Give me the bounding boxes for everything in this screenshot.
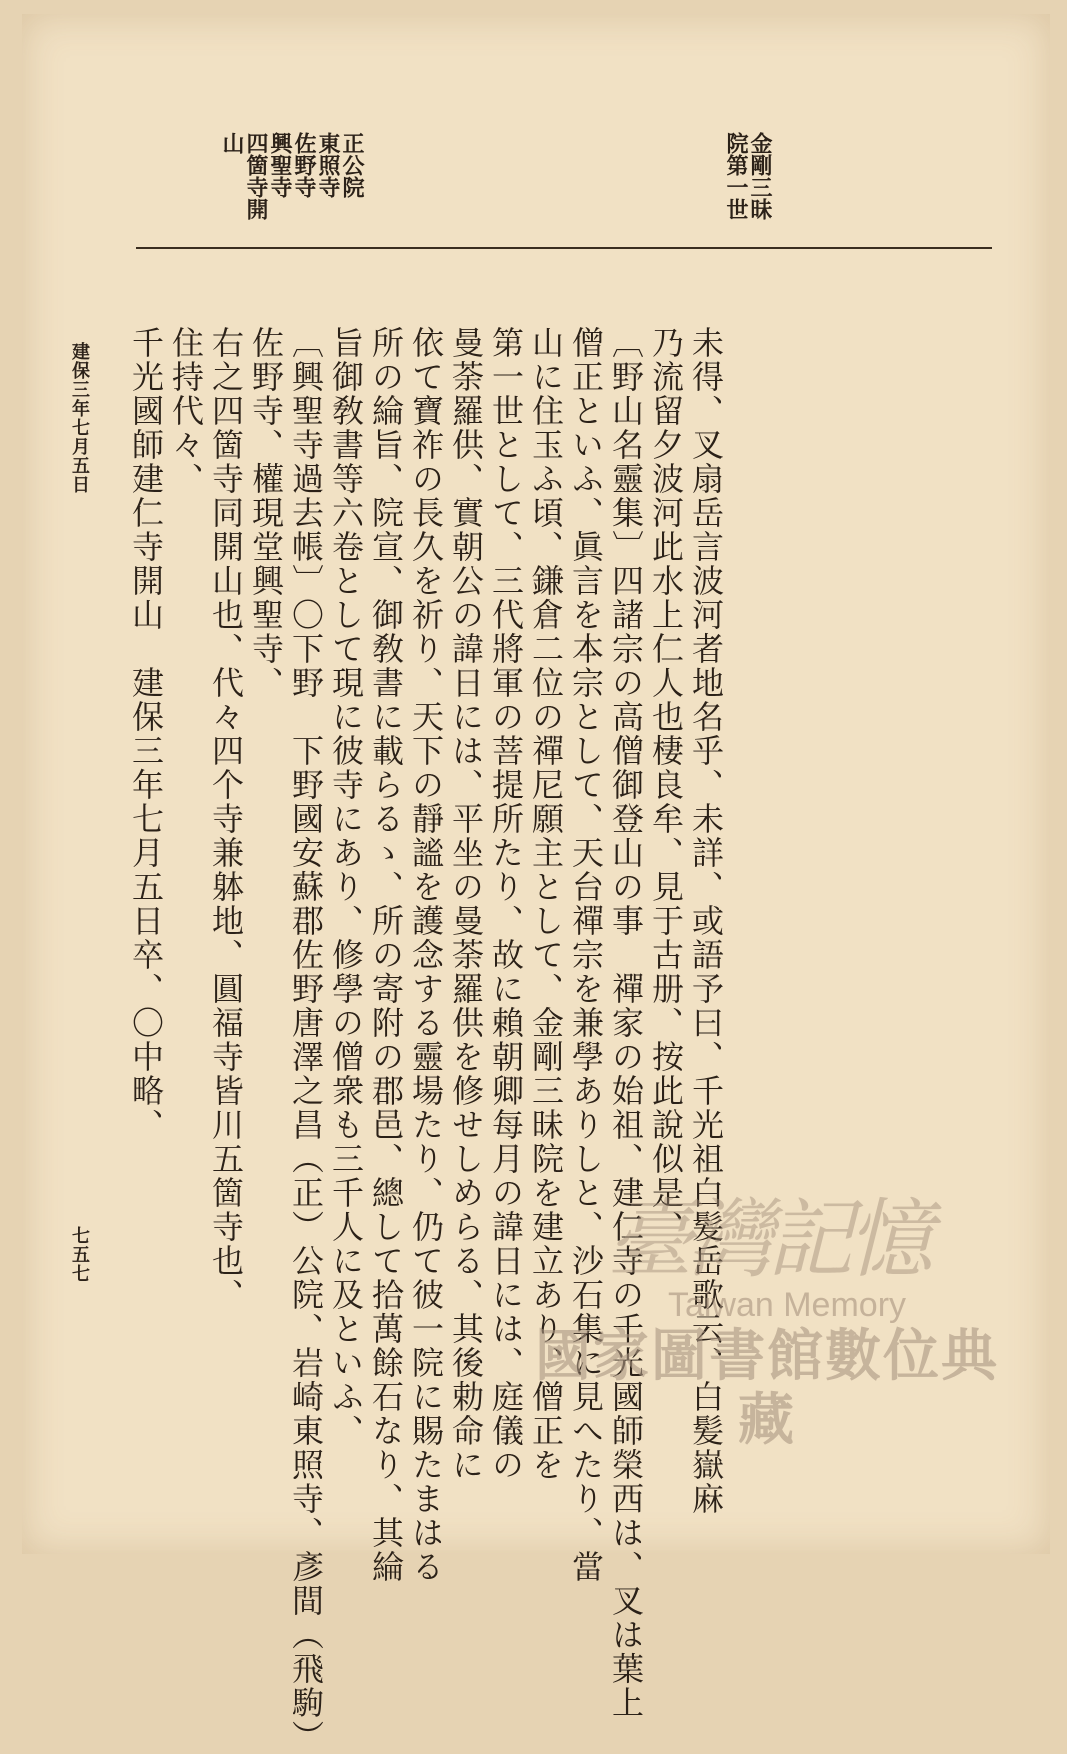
document-page [22, 14, 1050, 1754]
headnote-shoko [220, 132, 364, 220]
headnote-line: 興聖寺 [267, 132, 293, 198]
header-rule [136, 247, 992, 249]
headnote-line: 正公院 [339, 132, 365, 198]
headnote-line: 金剛三昧 [747, 132, 773, 220]
text-column: 未得、叉扇岳言波河者地名乎、未詳、或語予曰、千光祖白髪岳歌云、白髪嶽麻 [687, 326, 725, 1516]
text-column: 〔興聖寺過去帳〕〇下野 下野國安蘇郡佐野唐澤之昌（正）公院、岩崎東照寺、彥間（飛駒） [287, 326, 325, 1754]
text-column: 〔野山名靈集〕四諸宗の高僧御登山の事 禪家の始祖、建仁寺の千光國師榮西は、叉は葉上 [607, 326, 645, 1720]
headnote-line: 院第一世 [723, 132, 749, 220]
watermark-script: 臺灣記憶 [607, 1190, 927, 1290]
text-column: 依て寶祚の長久を祈り、天下の靜謐を護念する靈場たり、仍て彼一院に賜たまはる [407, 326, 445, 1584]
text-column: 佐野寺、權現堂興聖寺、 [247, 326, 285, 700]
headnote-kongo [724, 132, 772, 220]
text-column: 所の綸旨、院宣、御敎書に載らるゝ、所の寄附の郡邑、總して拾萬餘石なり、其綸 [367, 326, 405, 1584]
text-column: 第一世として、三代將軍の菩提所たり、故に賴朝卿每月の諱日には、庭儀の [487, 326, 525, 1482]
text-column: 僧正といふ、眞言を本宗として、天台禪宗を兼學ありしと、沙石集に見へたり、當 [567, 326, 605, 1584]
headnote-line: 佐野寺 [291, 132, 317, 198]
text-column: 右之四箇寺同開山也、代々四个寺兼躰地、圓福寺皆川五箇寺也、 [207, 326, 245, 1312]
page-number: 七五七 [69, 1226, 90, 1283]
body-text [126, 326, 726, 1754]
text-column: 住持代々、 [167, 326, 205, 496]
headnote-line: 山 [219, 132, 245, 154]
watermark-english: Taiwan Memory [667, 1286, 907, 1324]
watermark-chinese: 國家圖書館數位典藏 [535, 1323, 999, 1453]
text-column: 千光國師建仁寺開山 建保三年七月五日卒、〇中略、 [127, 326, 165, 1142]
text-column: 旨御敎書等六卷として現に彼寺にあり、修學の僧衆も三千人に及といふ、 [327, 326, 365, 1448]
text-column: 曼荼羅供、實朝公の諱日には、平坐の曼荼羅供を修せしめらる、其後勅命に [447, 326, 485, 1482]
text-column: 山に住玉ふ頃、鎌倉二位の禪尼願主として、金剛三昧院を建立あり、僧正を [527, 326, 565, 1482]
text-column: 乃流留夕波河此水上仁人也棲良牟、見于古册、按此說似是、 [647, 326, 685, 1244]
watermark [527, 1190, 1007, 1464]
headnote-line: 東照寺 [315, 132, 341, 198]
headnote-line: 四箇寺開 [243, 132, 269, 220]
footer-date: 建保三年七月五日 [69, 342, 90, 494]
